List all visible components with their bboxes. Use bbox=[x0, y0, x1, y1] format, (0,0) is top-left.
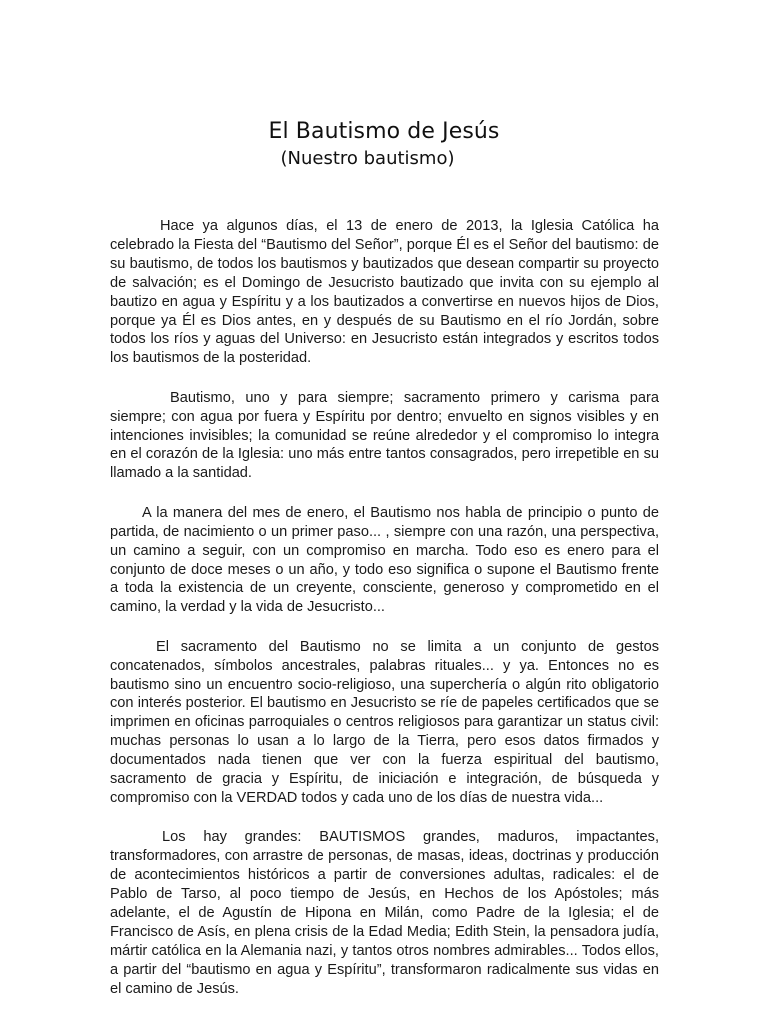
paragraph-5: Los hay grandes: BAUTISMOS grandes, maduros, impactantes, transformadores, con arrastre de personas, de masas, ideas, doctrinas y producción de acontecimientos históricos a partir de conversiones adultas, radicales: el de Pablo de Tarso, al poco tiempo de Jesús, en Hechos de los Apóstoles; más adelante, el de Agustín de Hipona en Milán, como Padre de la Iglesia; el de Francisco de Asís, en plena crisis de la Edad Media; Edith Stein, la pensadora judía, mártir católica en la Alemania nazi, y tantos otros nombres admirables... Todos ellos, a partir del “bautismo en agua y Espíritu”, transformaron radicalmente sus vidas en el camino de Jesús. bbox=[110, 829, 659, 997]
page-subtitle: (Nuestro bautismo) bbox=[280, 148, 455, 169]
document-body bbox=[110, 217, 659, 1019]
page-title: El Bautismo de Jesús bbox=[268, 119, 500, 144]
paragraph-2: Bautismo, uno y para siempre; sacramento primero y carisma para siempre; con agua por fuera y Espíritu por dentro; envuelto en signos visibles y en intenciones invisibles; la comunidad se reúne alrededor y el compromiso lo integra en el corazón de la Iglesia: uno más entre tantos consagrados, pero irrepetible en su llamado a la santidad. bbox=[110, 389, 659, 482]
paragraph-4: El sacramento del Bautismo no se limita a un conjunto de gestos concatenados, símbolos ancestrales, palabras rituales... y ya. Entonces no es bautismo sino un encuentro socio-religioso, una superchería o algún rito obligatorio con interés posterior. El bautismo en Jesucristo se ríe de papeles certificados que se imprimen en oficinas parroquiales o centros religiosos para garantizar un status civil: muchas personas lo usan a lo largo de la Tierra, pero esos datos firmados y documentados nada tienen que ver con la fuerza espiritual del bautismo, sacramento de gracia y Espíritu, de iniciación e integración, de búsqueda y compromiso con la VERDAD todos y cada uno de los días de nuestra vida... bbox=[110, 638, 659, 806]
paragraph-1: Hace ya algunos días, el 13 de enero de 2013, la Iglesia Católica ha celebrado la Fiesta del “Bautismo del Señor”, porque Él es el Señor del bautismo: de su bautismo, de todos los bautismos y bautizados que desean compartir su proyecto de salvación; es el Domingo de Jesucristo bautizado que invita con su ejemplo al bautizo en agua y Espíritu y a los bautizados a convertirse en nuevos hijos de Dios, porque ya Él es Dios antes, en y después de su Bautismo en el río Jordán, sobre todos los ríos y aguas del Universo: en Jesucristo están integrados y escritos todos los bautismos de la posteridad. bbox=[110, 218, 659, 367]
paragraph-3: A la manera del mes de enero, el Bautismo nos habla de principio o punto de partida, de nacimiento o un primer paso... , siempre con una razón, una perspectiva, un camino a seguir, con un compromiso en marcha. Todo eso es enero para el conjunto de doce meses o un año, y todo eso significa o supone el Bautismo frente a toda la existencia de un creyente, consciente, generoso y comprometido en el camino, la verdad y la vida de Jesucristo... bbox=[110, 504, 659, 616]
